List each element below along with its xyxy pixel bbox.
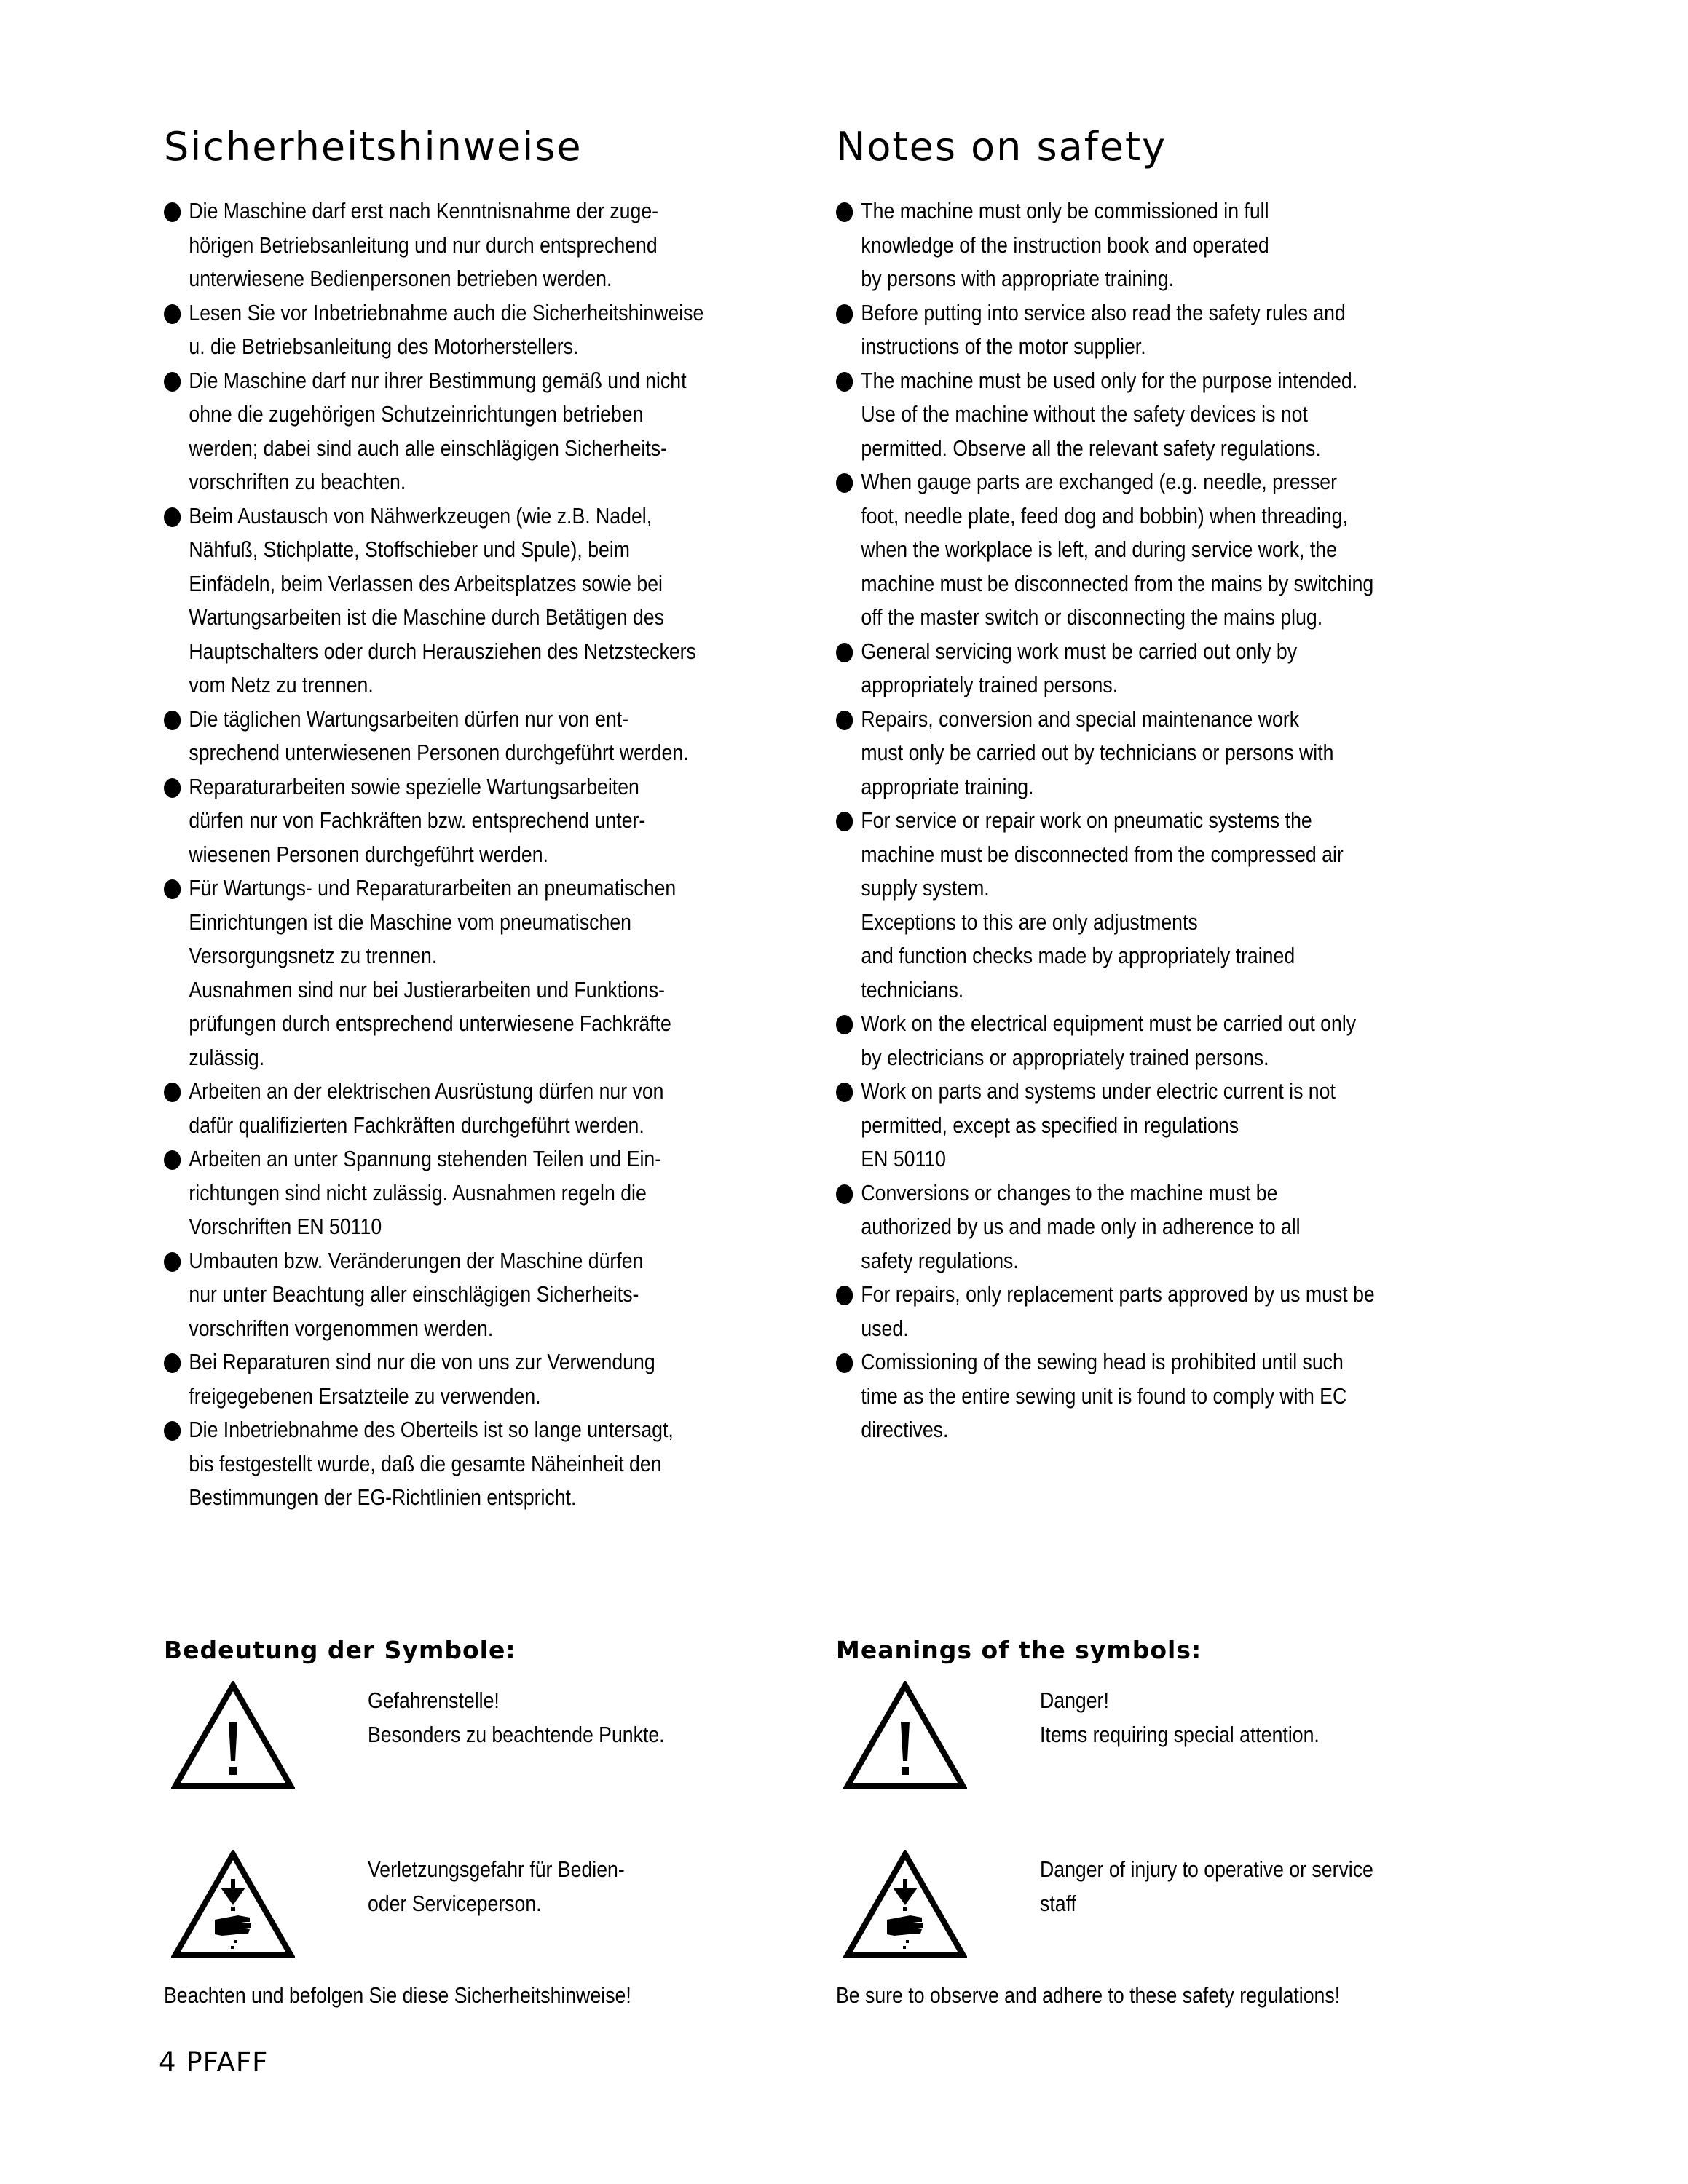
english-symbols-heading: Meanings of the symbols: [836,1636,1202,1664]
bullet-icon [836,1015,853,1034]
bullet-icon [836,1353,853,1373]
rule-text: Lesen Sie vor Inbetriebnahme auch die Sicherheitshinweise u. die Betriebsanleitung des Motorherstellers. [189,299,704,359]
german-rule [164,1142,840,1244]
rule-text: Work on parts and systems under electric current is not permitted, except as specified in regulations EN 50110 [861,1078,1336,1171]
german-rule [164,194,840,296]
english-rule [836,804,1513,1007]
german-symbols-heading: Bedeutung der Symbole: [164,1636,516,1664]
rule-text: Reparaturarbeiten sowie spezielle Wartungsarbeiten dürfen nur von Fachkräften bzw. entsprechend unter- wiesenen Personen durchgeführt werden. [189,773,646,867]
bullet-icon [836,372,853,392]
rule-text: Für Wartungs- und Reparaturarbeiten an pneumatischen Einrichtungen ist die Maschine vom pneumatischen Versorgungsnetz zu trennen. Ausnahmen sind nur bei Justierarbeiten und Funktions- prüfungen durch entsprechend unterwiesene Fachkräfte zulässig. [189,875,677,1070]
warning-triangle-icon [171,1681,295,1790]
english-column [836,120,1506,1447]
bullet-icon [164,507,181,527]
bullet-icon [164,1083,181,1102]
bullet-icon [164,304,181,324]
german-symbols-section [164,1634,819,1981]
german-rule [164,871,840,1075]
bullet-icon [164,711,181,730]
bullet-icon [836,1286,853,1305]
rule-text: Arbeiten an der elektrischen Ausrüstung dürfen nur von dafür qualifizierten Fachkräften durchgeführt werden. [189,1078,664,1138]
bullet-icon [164,1252,181,1272]
rule-text: Work on the electrical equipment must be carried out only by electricians or appropriately trained persons. [861,1010,1357,1070]
rule-text: Die Maschine darf nur ihrer Bestimmung gemäß und nicht ohne die zugehörigen Schutzeinrichtungen betrieben werden; dabei sind auch alle einschlägigen Sicherheits- vorschriften zu beachten. [189,367,687,494]
rule-text: For repairs, only replacement parts approved by us must be used. [861,1281,1375,1341]
hand-injury-warning-icon [843,1850,967,1959]
rule-text: The machine must be used only for the purpose intended. Use of the machine without the safety devices is not permitted. Observe all the relevant safety regulations. [861,367,1358,461]
english-symbols-section [836,1634,1491,1981]
english-rule [836,635,1513,703]
english-rule [836,194,1513,296]
brand-name: PFAFF [186,2046,269,2078]
english-title: Notes on safety [836,124,1167,170]
english-rule [836,1278,1513,1345]
english-closing-note: Be sure to observe and adhere to these safety regulations! [836,1982,1341,2008]
rule-text: Repairs, conversion and special maintenance work must only be carried out by technicians or persons with appropriate training. [861,705,1334,799]
english-rule [836,703,1513,804]
rule-text: Umbauten bzw. Veränderungen der Maschine dürfen nur unter Beachtung aller einschlägigen Sicherheits- vorschriften vorgenommen werden. [189,1247,644,1341]
rule-text: When gauge parts are exchanged (e.g. needle, presser foot, needle plate, feed dog and bobbin) when threading, when the workplace is left, and during service work, the machine must be disconnected from the mains by switching off the master switch or disconnecting the mains plug. [861,469,1374,630]
rule-text: Conversions or changes to the machine must be authorized by us and made only in adherence to all safety regulations. [861,1179,1301,1273]
bullet-icon [164,1353,181,1373]
german-column [164,120,834,1515]
bullet-icon [836,202,853,222]
bullet-icon [836,711,853,730]
rule-text: Die Maschine darf erst nach Kenntnisnahme der zuge- hörigen Betriebsanleitung und nur durch entsprechend unterwiesene Bedienpersonen betrieben werden. [189,198,659,291]
bullet-icon [164,778,181,798]
english-rule [836,364,1513,466]
bullet-icon [836,643,853,662]
rule-text: Beim Austausch von Nähwerkzeugen (wie z.B. Nadel, Nähfuß, Stichplatte, Stoffschieber und Spule), beim Einfädeln, beim Verlassen des Arbeitsplatzes sowie bei Wartungsarbeiten ist die Maschine durch Betätigen des Hauptschalters oder durch Herausziehen des Netzsteckers vom Netz zu trennen. [189,502,696,697]
german-rule [164,1244,840,1346]
injury-symbol-text: Danger of injury to operative or service staff [1040,1856,1373,1916]
bullet-icon [164,372,181,392]
bullet-icon [836,473,853,493]
german-title: Sicherheitshinweise [164,124,583,170]
bullet-icon [164,202,181,222]
rule-text: The machine must only be commissioned in full knowledge of the instruction book and operated by persons with appropriate training. [861,198,1269,291]
german-rule [164,499,840,703]
german-rules-list [164,194,834,1515]
english-rule [836,296,1513,364]
injury-symbol-row [164,1850,819,1981]
danger-symbol-text: Gefahrenstelle! Besonders zu beachtende Punkte. [368,1688,665,1747]
page-number: 4 [159,2046,177,2078]
danger-symbol-row [836,1681,1491,1827]
bullet-icon [836,1184,853,1204]
bullet-icon [164,1150,181,1170]
german-rule [164,770,840,872]
german-rule [164,1345,840,1413]
rule-text: Before putting into service also read the safety rules and instructions of the motor supplier. [861,299,1346,359]
bullet-icon [836,812,853,831]
german-rule [164,1413,840,1515]
rule-text: Die täglichen Wartungsarbeiten dürfen nur von ent- sprechend unterwiesenen Personen durchgeführt werden. [189,705,689,765]
bullet-icon [836,1083,853,1102]
bullet-icon [836,304,853,324]
hand-injury-warning-icon [171,1850,295,1959]
rule-text: Bei Reparaturen sind nur die von uns zur Verwendung freigegebenen Ersatzteile zu verwenden. [189,1349,655,1409]
danger-symbol-row [164,1681,819,1827]
injury-symbol-row [836,1850,1491,1981]
rule-text: General servicing work must be carried out only by appropriately trained persons. [861,638,1298,697]
english-rule [836,1075,1513,1176]
bullet-icon [164,1421,181,1441]
rule-text: Comissioning of the sewing head is prohibited until such time as the entire sewing unit is found to comply with EC directives. [861,1349,1347,1442]
german-rule [164,296,840,364]
page-footer [159,2046,268,2079]
injury-symbol-text: Verletzungsgefahr für Bedien- oder Serviceperson. [368,1856,625,1916]
english-rules-list [836,194,1506,1447]
german-closing-note: Beachten und befolgen Sie diese Sicherheitshinweise! [164,1982,631,2008]
english-rule [836,465,1513,635]
german-rule [164,703,840,770]
danger-symbol-text: Danger! Items requiring special attention. [1040,1688,1320,1747]
german-rule [164,364,840,499]
english-rule [836,1345,1513,1447]
english-rule [836,1007,1513,1075]
rule-text: Arbeiten an unter Spannung stehenden Teilen und Ein- richtungen sind nicht zulässig. Ausnahmen regeln die Vorschriften EN 50110 [189,1146,662,1239]
warning-triangle-icon [843,1681,967,1790]
bullet-icon [164,879,181,899]
rule-text: For service or repair work on pneumatic systems the machine must be disconnected from the compressed air supply system. Exceptions to this are only adjustments and function checks made by appropriately trained technicians. [861,807,1344,1002]
english-rule [836,1176,1513,1278]
rule-text: Die Inbetriebnahme des Oberteils ist so lange untersagt, bis festgestellt wurde, daß die gesamte Näheinheit den Bestimmungen der EG-Richtlinien entspricht. [189,1417,674,1510]
german-rule [164,1075,840,1142]
